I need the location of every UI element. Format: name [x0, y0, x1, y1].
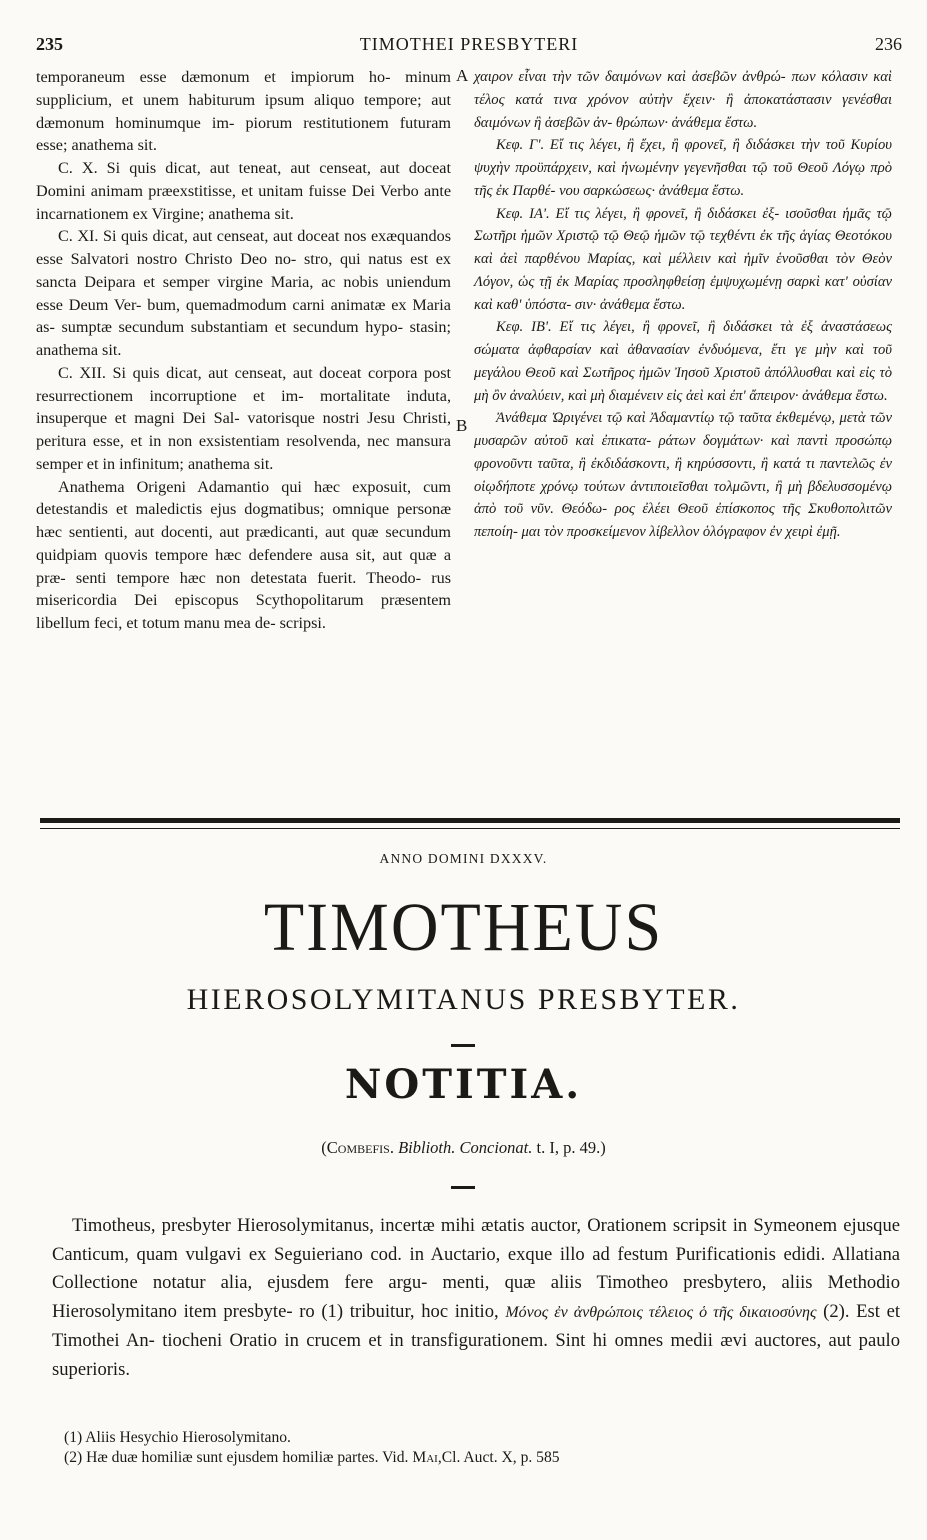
- latin-paragraph: C. XI. Si quis dicat, aut censeat, aut doceat nos exæquandos esse Salvatori nostro Christo Deo no- stro, qui natus est ex sancta Deipara et semper virgine Maria, ac nobis uniendum esse Deum Ver- bum, quemadmodum carni animatæ ex Maria as- sumptæ secundum substantiam et secundum hypo- stasin; anathema sit.: [36, 227, 451, 359]
- page-number-left: 235: [36, 34, 63, 54]
- heading-dash: [451, 1186, 475, 1189]
- citation-author: Combefis.: [326, 1138, 394, 1157]
- latin-paragraph: C. XII. Si quis dicat, aut censeat, aut doceat corpora post resurrectionem incorruptione et im- mortalitate induta, insuperque et magni Dei Sal- vatorisque nostri Jesu Christi, peritura esse, et in non exsistentiam resolvenda, nec mansura semper et in infinitum; anathema sit.: [36, 363, 451, 473]
- section-title: NOTITIA.: [344, 1061, 583, 1108]
- latin-paragraph: temporaneum esse dæmonum et impiorum ho- minum supplicium, et unem habiturum ipsum aliquo tempore; aut dæmonum hominumque im- piorum restitutionem futuram esse; anathema sit.: [36, 68, 451, 155]
- greek-incipit: Μόνος ἐν ἀνθρώποις τέλειος ὁ τῆς δικαιοσύνης: [505, 1303, 817, 1321]
- citation-work: Biblioth. Concionat.: [398, 1138, 533, 1157]
- greek-paragraph: χαιρον εἶναι τὴν τῶν δαιμόνων καὶ ἀσεβῶν ἀνθρώ- πων κόλασιν καὶ τέλος κατά τινα χρόνον αὐτὴν ἔχειν· ἢ ἀποκατάστασιν γενέσθαι δαιμόνων ἢ ἀσεβῶν ἀν- θρώπων· ἀνάθεμα ἔστω.: [474, 69, 892, 131]
- notitia-text-part: (2). Est et Timothei An- tiocheni Oratio in crucem et in transfigurationem. Sint hi omnes medii ævi auctores, aut paulo superioris.: [52, 1300, 900, 1380]
- greek-paragraph: Ἀνάθεμα Ὠριγένει τῷ καὶ Ἀδαμαντίῳ τῷ ταῦτα ἐκθεμένῳ, μετὰ τῶν μυσαρῶν αὐτοῦ καὶ ἐπικατα- ράτων δογμάτων· καὶ παντὶ προσώπῳ φρονοῦντι ταῦτα, ἢ ἐκδιδάσκοντι, ἢ κηρύσσοντι, ἢ κατά τι παντελῶς ἐν οἱῳδήποτε χρόνῳ τούτων ἀντιποιεῖσθαι τολμῶντι, ἢ μὴ βδελυσσομένῳ ἀπὸ τοῦ νῦν. Θεόδω- ρος ἐλέει Θεοῦ ἐπίσκοπος τῆς Σκυθοπολιτῶν πεποίη- μαι τὸν προσκείμενον λίβελλον ὁλόγραφον ἐν χειρὶ ἐμῇ.: [474, 410, 892, 540]
- footnote-2-ref: ,Cl. Auct. X, p. 585: [437, 1449, 560, 1466]
- page-number-right: 236: [875, 34, 902, 54]
- running-head: [36, 34, 902, 58]
- running-title: TIMOTHEI PRESBYTERI: [359, 34, 579, 54]
- section-divider-thin: [40, 828, 900, 829]
- section-divider-thick: [40, 818, 900, 823]
- footnote-2-text: (2) Hæ duæ homiliæ sunt ejusdem homiliæ partes. Vid.: [64, 1449, 409, 1466]
- subtitle: HIEROSOLYMITANUS PRESBYTER.: [186, 983, 741, 1016]
- footnote-1: (1) Aliis Hesychio Hierosolymitano.: [64, 1429, 291, 1446]
- citation-locator: t. I, p. 49.): [536, 1138, 606, 1157]
- citation-open: (: [321, 1138, 327, 1157]
- main-title: TIMOTHEUS: [263, 889, 664, 966]
- latin-paragraph: C. X. Si quis dicat, aut teneat, aut censeat, aut doceat Domini animam præexstitisse, et unitam fuisse Dei Verbo ante incarnationem ex Virgine; anathema sit.: [36, 159, 451, 223]
- latin-paragraph: Anathema Origeni Adamantio qui hæc exposuit, cum detestandis et maledictis ejus dogmatibus; omnique personæ hæc sentienti, aut docenti, aut prædicanti, aut quæ secundum quidpiam quovis tempore hæc defendere ausa sit, aut quæ a præ- senti tempore hæc non detestata fuerit. Theodo- rus misericordia Dei episcopus Scythopolitarum præsentem libellum feci, et totum manu mea de- scripsi.: [36, 477, 451, 632]
- greek-paragraph: Κεφ. Γ'. Εἴ τις λέγει, ἢ ἔχει, ἢ φρονεῖ, ἢ διδάσκει τὴν τοῦ Κυρίου ψυχὴν προϋπάρχειν, καὶ ἡνωμένην γεγενῆσθαι τῷ τοῦ Θεοῦ Λόγῳ πρὸ τῆς ἐκ Παρθέ- νου σαρκώσεως· ἀνάθεμα ἔστω.: [474, 137, 892, 199]
- notitia-text-part: Timotheus, presbyter Hierosolymitanus, incertæ mihi ætatis auctor, Orationem scripsit in Symeonem ejusque Canticum, quam vulgavi ex Seguieriano cod. in Auctario, exque illo ad festum Purificationis edidi. Allatiana Collectione notatur alia, ejusdem fere argu- menti, quæ aliis Timotheo presbytero, aliis Methodio Hierosolymitano item presbyte- ro (1) tribuitur, hoc initio,: [52, 1215, 900, 1322]
- margin-marker-a: A: [456, 66, 469, 85]
- citation: [0, 1138, 927, 1158]
- greek-paragraph: Κεφ. ΙΒ'. Εἴ τις λέγει, ἢ φρονεῖ, ἢ διδάσκει τὰ ἐξ ἀναστάσεως σώματα ἀφθαρσίαν καὶ ἀθανασίαν ἐνδυόμενα, ἔτι γε μὴν καὶ τοῦ μεγάλου Θεοῦ καὶ Σωτῆρος ἡμῶν Ἰησοῦ Χριστοῦ ἀπόλλυσθαι καὶ εἰς τὸ μὴ ὂν ἀναλύειν, καὶ μὴ διαμένειν εἰς ἀεὶ καὶ ἐπ' ἄπειρον· ἀνάθεμα ἔστω.: [474, 319, 892, 404]
- margin-marker-b: B: [456, 416, 468, 435]
- latin-column: [36, 66, 451, 635]
- anno-line: ANNO DOMINI DXXXV.: [379, 851, 548, 866]
- greek-paragraph: Κεφ. ΙΑ'. Εἴ τις λέγει, ἢ φρονεῖ, ἢ διδάσκει ἐξ- ισοῦσθαι ἡμᾶς τῷ Σωτῆρι ἡμῶν Χριστῷ τῷ Θεῷ ἡμῶν τῷ τεχθέντι ἐκ τῆς ἁγίας Θεοτόκου καὶ ἀεὶ παρθένου Μαρίας, καὶ μέλλειν καὶ ἡμῖν ἑνοῦσθαι τὸν Θεὸν Λόγον, ὡς τῇ ἐκ Μαρίας προσληφθείσῃ ἐμψυχωμένῃ σαρκὶ κατ' οὐσίαν καὶ καθ' ὑπόστα- σιν· ἀνάθεμα ἔστω.: [474, 205, 892, 313]
- notitia-body: [52, 1212, 900, 1385]
- footnotes: [64, 1428, 894, 1468]
- footnote-2: [64, 1448, 894, 1468]
- greek-column: [474, 66, 892, 544]
- notitia-paragraph: [52, 1212, 900, 1385]
- footnote-2-author: Mai: [412, 1449, 438, 1466]
- heading-dash: [451, 1044, 475, 1047]
